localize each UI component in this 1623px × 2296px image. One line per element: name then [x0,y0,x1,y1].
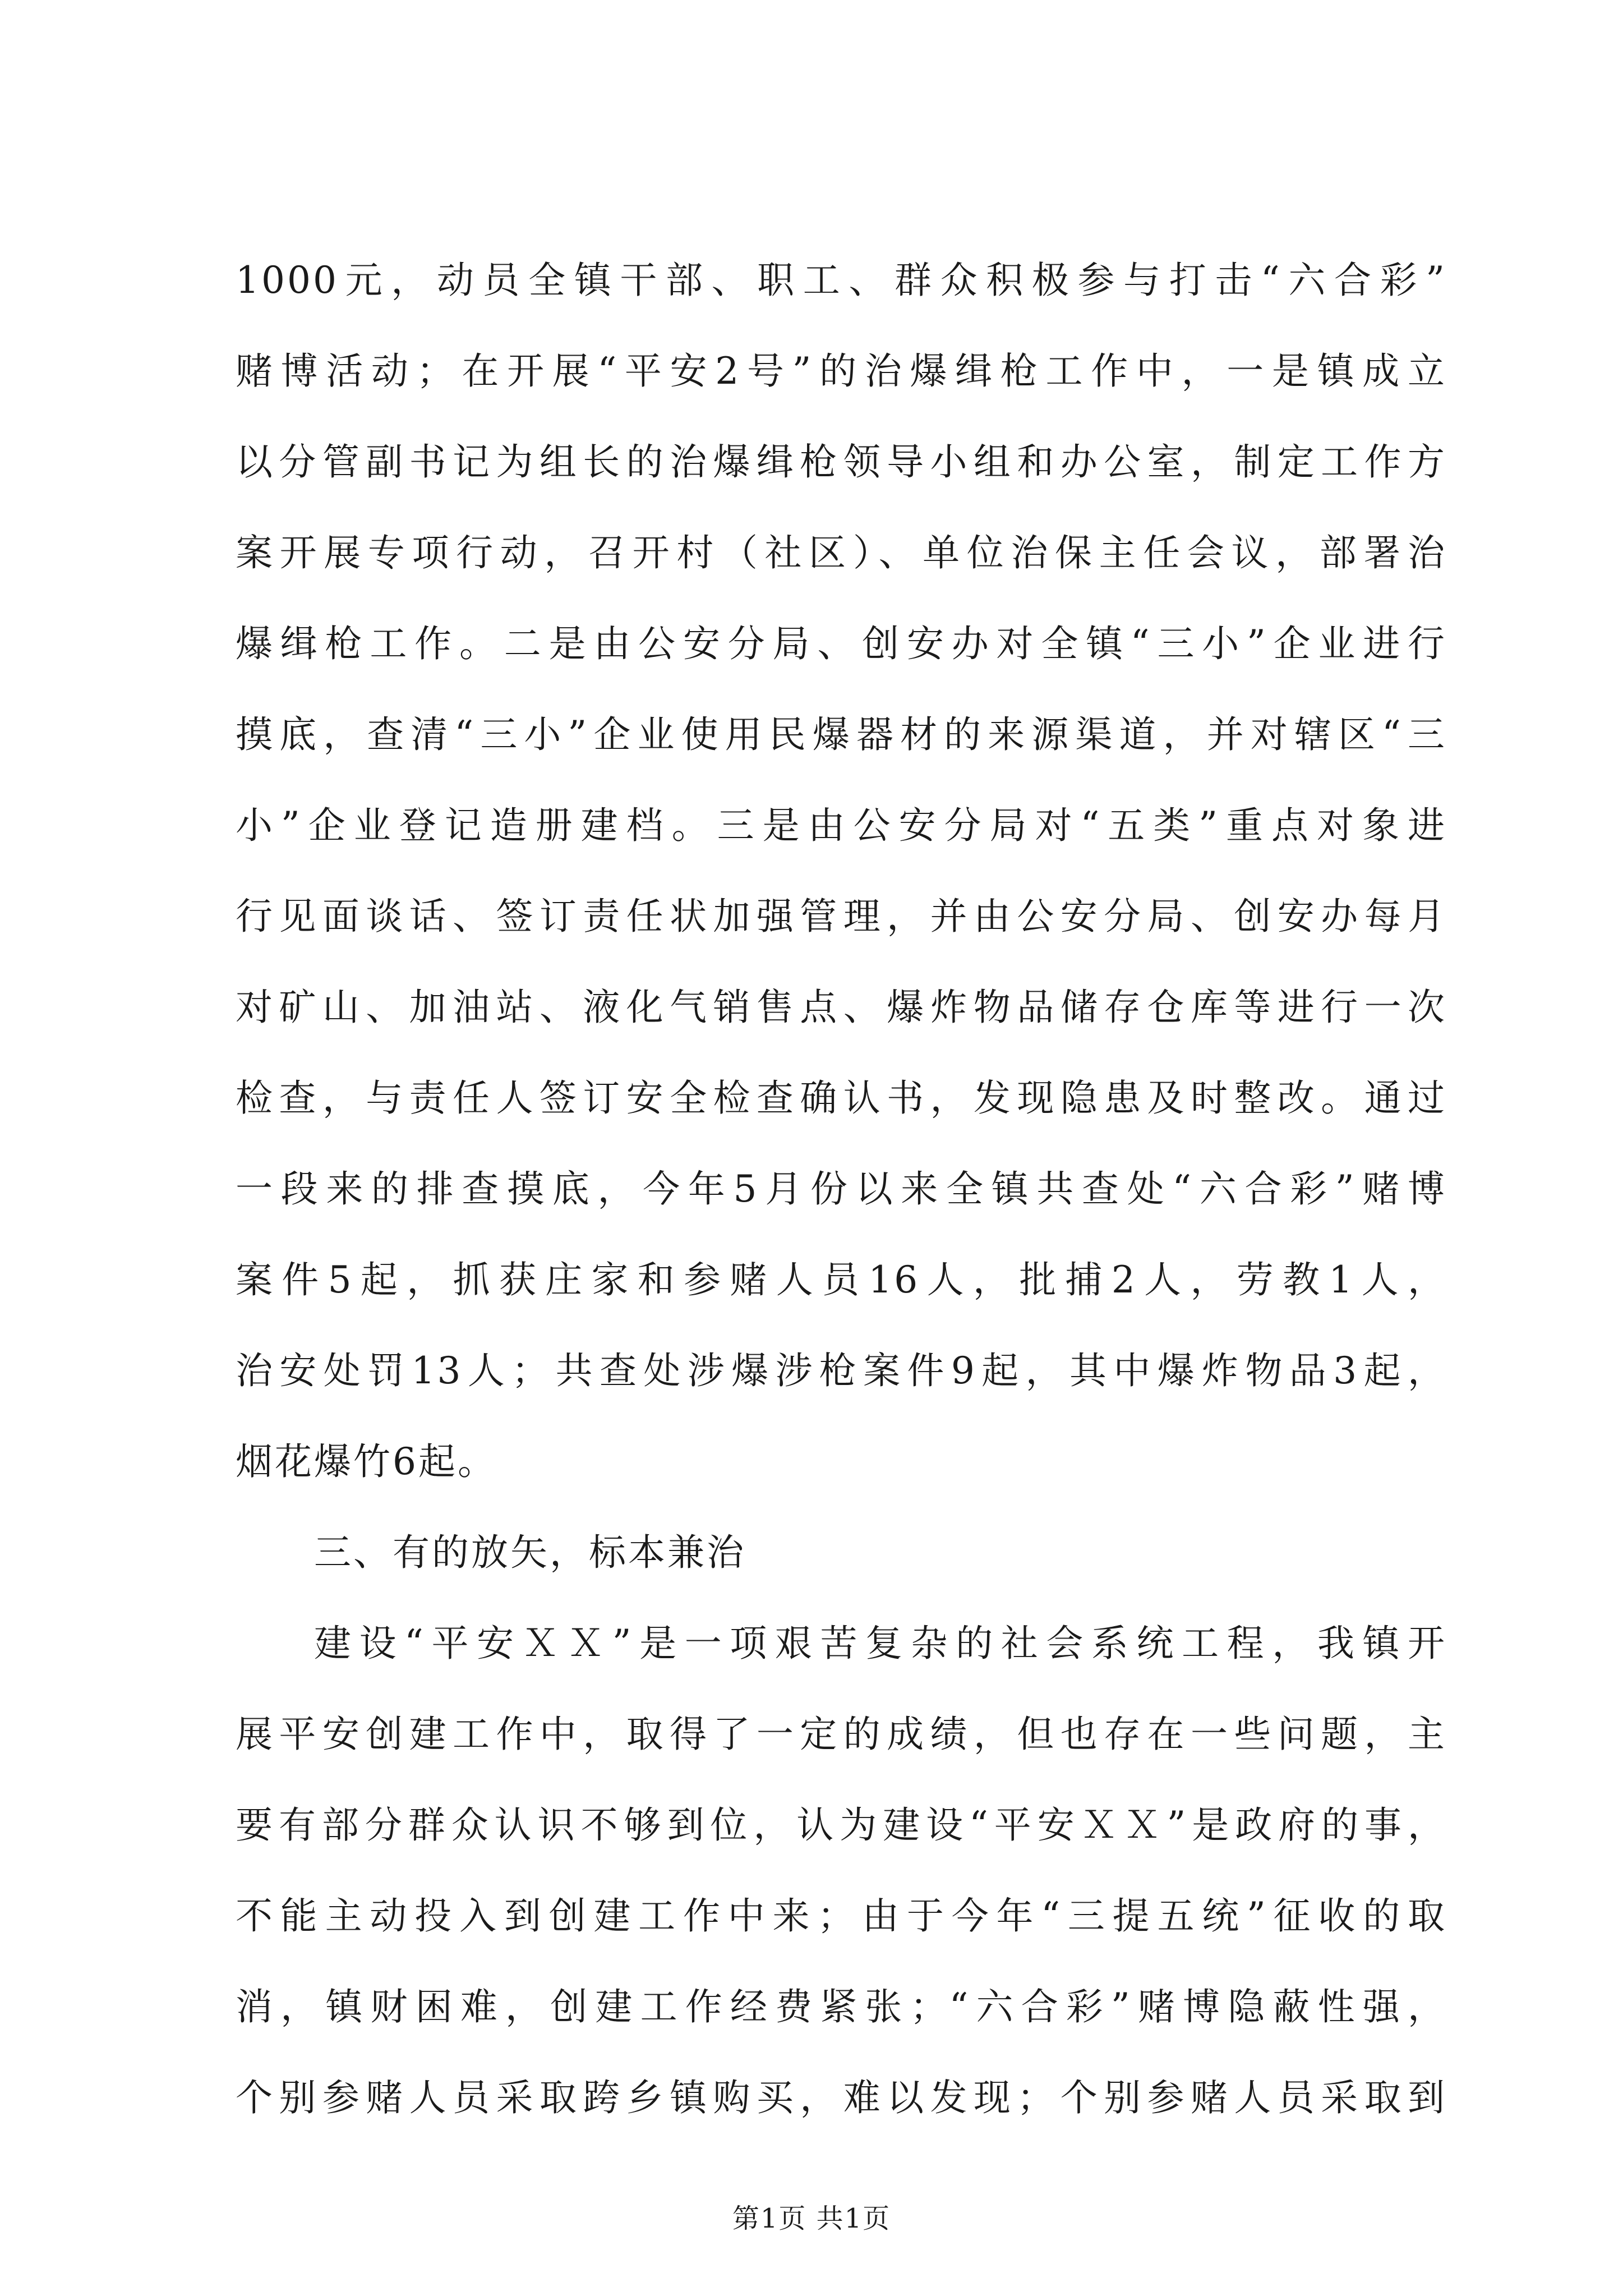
text-line: 展平安创建工作中，取得了一定的成绩，但也存在一些问题，主 [236,1713,1447,1756]
text-line: 行见面谈话、签订责任状加强管理，并由公安分局、创安办每月 [236,895,1447,938]
text-line: 案件5起，抓获庄家和参赌人员16人，批捕2人，劳教1人， [236,1258,1447,1301]
text-line: 1000元，动员全镇干部、职工、群众积极参与打击“六合彩” [236,259,1447,302]
text-line: 对矿山、加油站、液化气销售点、爆炸物品储存仓库等进行一次 [236,986,1447,1029]
text-line: 检查，与责任人签订安全检查确认书，发现隐患及时整改。通过 [236,1076,1447,1120]
text-line: 个别参赌人员采取跨乡镇购买，难以发现；个别参赌人员采取到 [236,2076,1447,2119]
text-line: 一段来的排查摸底，今年5月份以来全镇共查处“六合彩”赌博 [236,1167,1447,1211]
text-line: 要有部分群众认识不够到位，认为建设“平安ＸＸ”是政府的事， [236,1803,1447,1847]
text-line: 建设“平安ＸＸ”是一项艰苦复杂的社会系统工程，我镇开 [314,1622,1447,1665]
text-line: 小”企业登记造册建档。三是由公安分局对“五类”重点对象进 [236,804,1447,847]
text-line: 以分管副书记为组长的治爆缉枪领导小组和办公室，制定工作方 [236,440,1447,484]
text-line: 烟花爆竹6起。 [236,1440,497,1483]
text-line: 赌博活动；在开展“平安2号”的治爆缉枪工作中，一是镇成立 [236,349,1447,393]
page-footer: 第1页 共1页 [732,2203,891,2234]
text-line: 消，镇财困难，创建工作经费紧张；“六合彩”赌博隐蔽性强， [236,1985,1447,2028]
text-line: 不能主动投入到创建工作中来；由于今年“三提五统”征收的取 [236,1894,1447,1938]
text-line: 爆缉枪工作。二是由公安分局、创安办对全镇“三小”企业进行 [236,622,1447,665]
section-heading: 三、有的放矢，标本兼治 [314,1531,746,1574]
text-line: 案开展专项行动，召开村（社区）、单位治保主任会议，部署治 [236,531,1447,574]
text-line: 治安处罚13人；共查处涉爆涉枪案件9起，其中爆炸物品3起， [236,1349,1447,1392]
text-line: 摸底，查清“三小”企业使用民爆器材的来源渠道，并对辖区“三 [236,713,1447,756]
